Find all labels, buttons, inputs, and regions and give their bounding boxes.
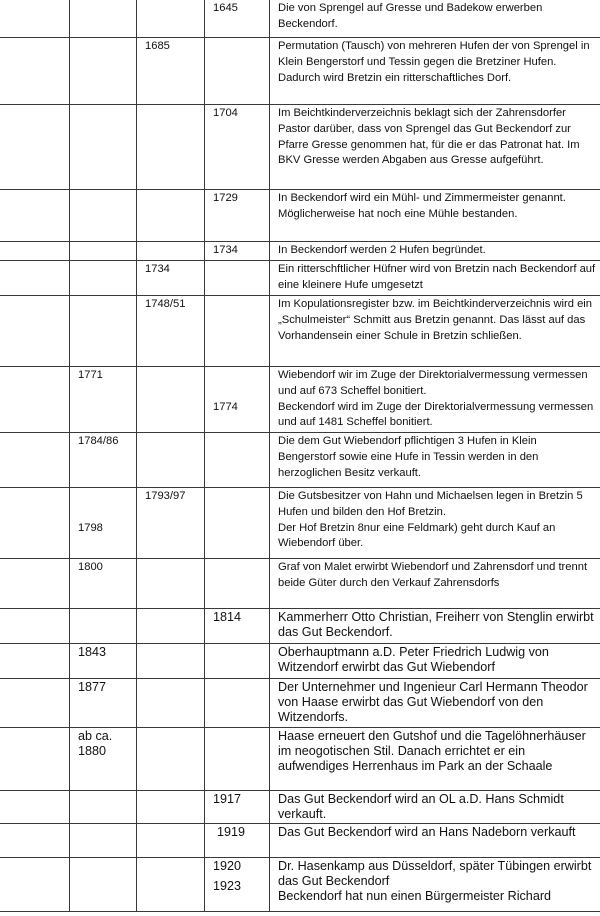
table-row <box>0 644 600 679</box>
event-text: In Beckendorf wird ein Mühl- und Zimmermeister genannt. Möglicherweise hat noch eine Mühle bestanden. <box>270 190 600 242</box>
year-cell <box>205 858 270 912</box>
event-text: Die Gutsbesitzer von Hahn und Michaelsen legen in Bretzin 5 Hufen und bilden den Hof Bretzin. <box>278 490 583 518</box>
table-row <box>0 858 600 912</box>
event-text: Im Kopulationsregister bzw. im Beichtkinderverzeichnis wird ein „Schulmeister“ Schmitt aus Bretzin genannt. Das lässt auf das Vorhandensein einer Schule in Bretzin schließen. <box>270 296 600 367</box>
event-text: Oberhauptmann a.D. Peter Friedrich Ludwig von Witzendorf erwirbt das Gut Wiebendorf <box>270 644 600 679</box>
year-cell: 1734 <box>137 261 205 296</box>
table-row <box>0 38 600 105</box>
year-cell-first: 1920 <box>213 859 242 873</box>
year-cell: 1843 <box>70 644 137 679</box>
event-text: Dr. Hasenkamp aus Düsseldorf, später Tübingen erwirbt das Gut Beckendorf <box>278 859 592 888</box>
event-text: Ein ritterschftlicher Hüfner wird von Bretzin nach Beckendorf auf eine kleinere Hufe umgesetzt <box>270 261 600 296</box>
year-cell: 1704 <box>205 105 270 190</box>
event-text: In Beckendorf werden 2 Hufen begründet. <box>270 242 600 261</box>
table-row <box>0 367 600 433</box>
table-row <box>0 824 600 858</box>
year-cell: 1748/51 <box>137 296 205 367</box>
event-text: Der Unternehmer und Ingenieur Carl Hermann Theodor von Haase erwirbt das Gut Wiebendorf von den Witzendorfs. <box>270 679 600 728</box>
event-text-second: Der Hof Bretzin 8nur eine Feldmark) geht durch Kauf an Wiebendorf über. <box>278 521 556 550</box>
year-cell: 1771 <box>70 367 137 433</box>
year-cell: 1645 <box>205 0 270 38</box>
year-cell: 1917 <box>205 791 270 824</box>
year-cell: 1814 <box>205 609 270 644</box>
year-cell: 1800 <box>70 559 137 609</box>
table-row <box>0 488 600 559</box>
event-text: Das Gut Beckendorf wird an OL a.D. Hans Schmidt verkauft. <box>270 791 600 824</box>
table-row <box>0 296 600 367</box>
year-cell <box>70 728 137 791</box>
year-cell <box>70 488 137 559</box>
event-text: Im Beichtkinderverzeichnis beklagt sich der Zahrensdorfer Pastor darüber, dass von Sprengel das Gut Beckendorf zur Pfarre Gresse genommen hat, für die er das Patronat hat. Im BKV Gresse werden Abgaben aus Gresse aufgeführt. <box>270 105 600 190</box>
year-cell-second: 1798 <box>78 521 103 534</box>
year-cell: 1793/97 <box>137 488 205 559</box>
year-cell: 1784/86 <box>70 433 137 488</box>
year-cell: 1729 <box>205 190 270 242</box>
table-row <box>0 679 600 728</box>
table-row <box>0 791 600 824</box>
table-row <box>0 728 600 791</box>
event-text: Wiebendorf wir im Zuge der Direktorialvermessung vermessen und auf 673 Scheffel bonitiert. <box>278 369 588 397</box>
event-text: Permutation (Tausch) von mehreren Hufen der von Sprengel in Klein Bengerstorf und Tessin gegen die Bretziner Hufen. Dadurch wird Bretzin ein ritterschaftliches Dorf. <box>270 38 600 105</box>
year-cell: 1919 <box>205 824 270 858</box>
event-text-second: Beckendorf wird im Zuge der Direktorialvermessung vermessen und auf 1481 Scheffel bonitiert. <box>278 400 594 429</box>
event-text: Kammerherr Otto Christian, Freiherr von Stenglin erwirbt das Gut Beckendorf. <box>270 609 600 644</box>
event-text: Haase erneuert den Gutshof und die Tagelöhnerhäuser im neogotischen Stil. Danach errichtet er ein aufwendiges Herrenhaus im Park an der Schaale <box>270 728 600 791</box>
table-row <box>0 242 600 261</box>
event-text: Die dem Gut Wiebendorf pflichtigen 3 Hufen in Klein Bengerstorf sowie eine Hufe in Tessin werden in den herzoglichen Besitz verkauft. <box>270 433 600 488</box>
table-row <box>0 559 600 609</box>
table-row <box>0 190 600 242</box>
year-cell: 1685 <box>137 38 205 105</box>
event-text-second: Beckendorf hat nun einen Bürgermeister Richard <box>278 888 552 903</box>
table-row <box>0 609 600 644</box>
year-value: 1880 <box>78 743 107 758</box>
event-text: Das Gut Beckendorf wird an Hans Nadeborn verkauft <box>270 824 600 858</box>
table-row <box>0 105 600 190</box>
year-cell-second: 1774 <box>213 400 238 413</box>
year-cell: 1877 <box>70 679 137 728</box>
table-row <box>0 0 600 38</box>
table-row <box>0 433 600 488</box>
year-cell-second: 1923 <box>213 878 242 893</box>
year-prefix: ab ca. <box>78 729 113 743</box>
event-text: Graf von Malet erwirbt Wiebendorf und Zahrensdorf und trennt beide Güter durch den Verkauf Zahrensdorfs <box>270 559 600 609</box>
year-cell <box>205 367 270 433</box>
table-row <box>0 261 600 296</box>
event-text: Die von Sprengel auf Gresse und Badekow erwerben Beckendorf. <box>270 0 600 38</box>
year-cell: 1734 <box>205 242 270 261</box>
